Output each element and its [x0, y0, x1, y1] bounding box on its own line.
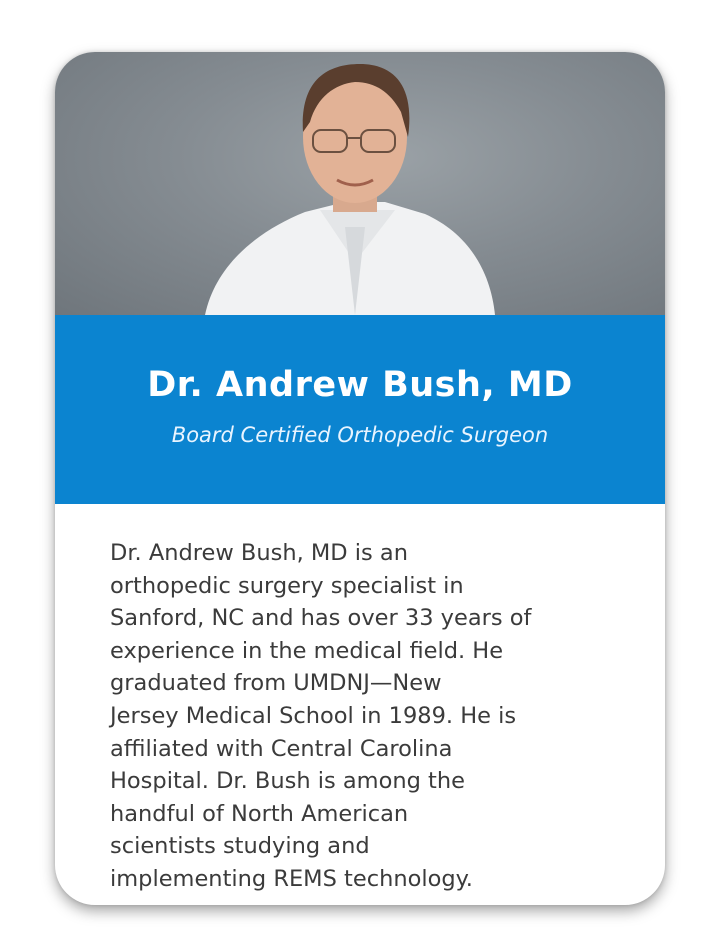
bio-line: scientists studying and [110, 833, 370, 860]
bio-line: experience in the medical field. He [110, 637, 504, 664]
bio-line: implementing REMS technology. [110, 865, 473, 892]
doctor-bio [110, 537, 630, 896]
doctor-name: Dr. Andrew Bush, MD [147, 365, 573, 405]
doctor-title: Board Certified Orthopedic Surgeon [171, 423, 549, 447]
doctor-photo [55, 52, 665, 315]
bio-line: affiliated with Central Carolina [110, 735, 453, 762]
bio-line: handful of North American [110, 800, 409, 827]
bio-line: Jersey Medical School in 1989. He is [110, 702, 517, 729]
bio-line: orthopedic surgery specialist in [110, 572, 464, 599]
name-banner [55, 315, 665, 504]
doctor-profile-card [55, 52, 665, 905]
bio-line: Hospital. Dr. Bush is among the [110, 768, 465, 795]
bio-line: Dr. Andrew Bush, MD is an [110, 540, 408, 566]
bio-line: Sanford, NC and has over 33 years of [110, 605, 532, 632]
bio-line: graduated from UMDNJ—New [110, 670, 442, 697]
